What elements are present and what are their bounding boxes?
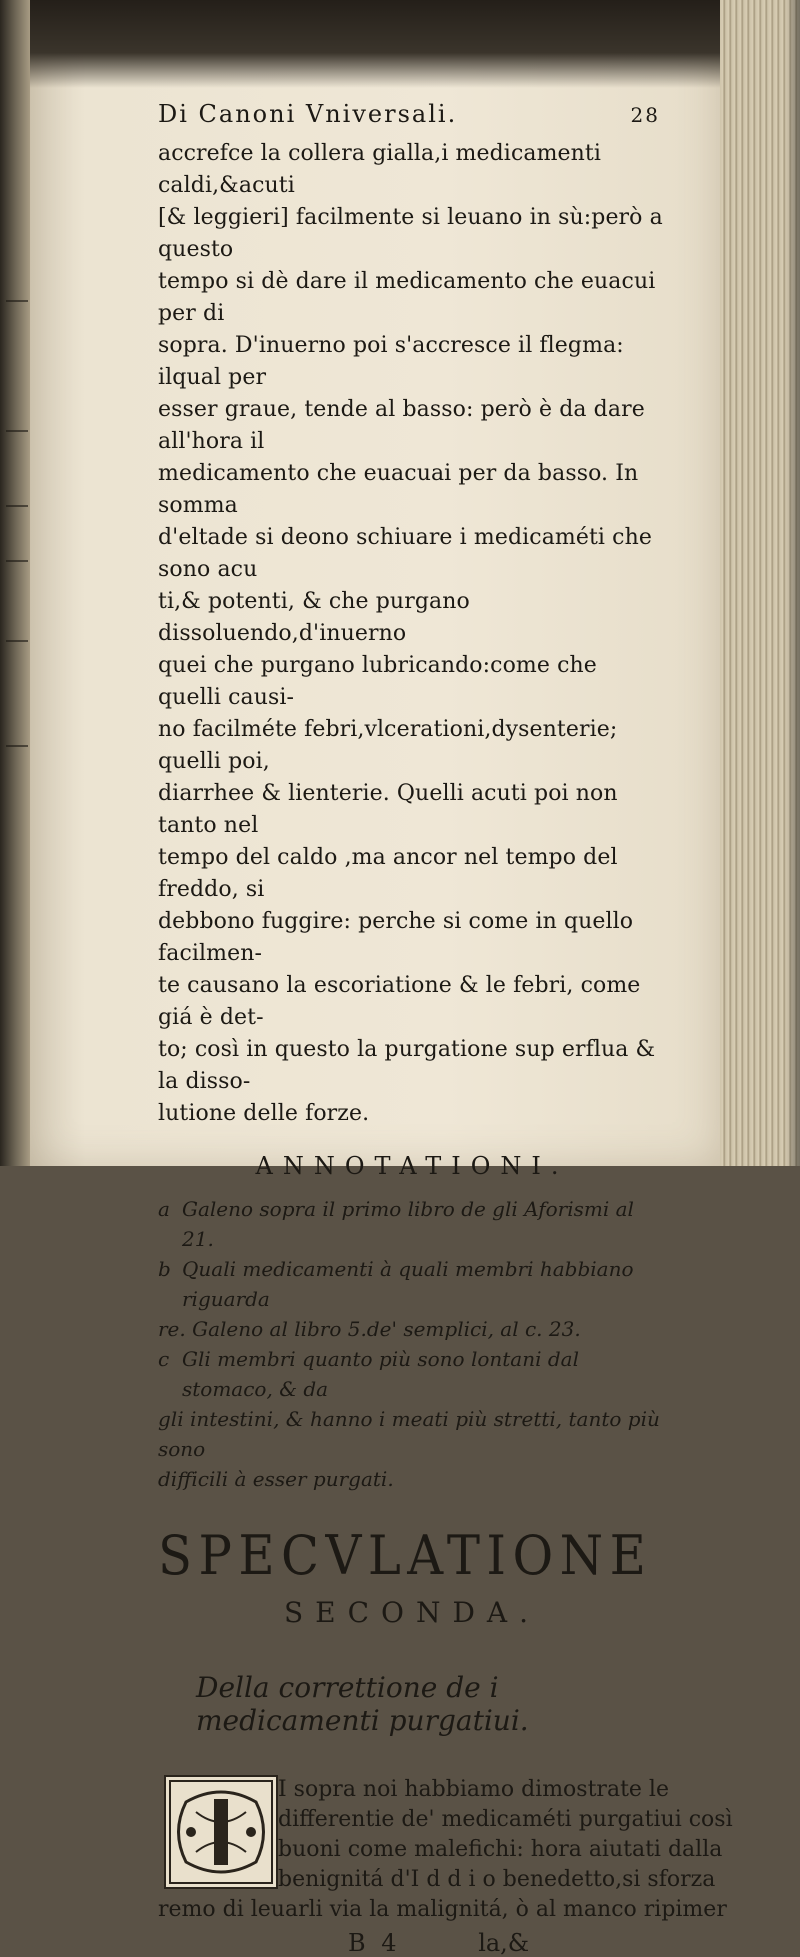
text-line: esser graue, tende al basso: però è da dare all'hora il	[158, 397, 645, 454]
text-line: te causano la escoriatione & le febri, come giá è det-	[158, 973, 641, 1030]
text-line: to; così in questo la purgatione sup erflua & la disso-	[158, 1037, 656, 1094]
text-line: lutione delle forze.	[158, 1101, 370, 1126]
decorated-initial-icon	[164, 1775, 278, 1889]
annotations-heading: ANNOTATIONI.	[255, 1152, 569, 1180]
running-head	[158, 100, 666, 138]
annotation-notes	[158, 1194, 666, 1494]
note-c	[158, 1344, 666, 1404]
left-page-edge	[0, 0, 30, 1166]
chapter-title: SPECVLATIONE	[158, 1524, 653, 1587]
signature-line	[158, 1929, 666, 1957]
text-line: diarrhee & lienterie. Quelli acuti poi non tanto nel	[158, 781, 618, 838]
text-line: tempo del caldo ,ma ancor nel tempo del freddo, si	[158, 845, 618, 902]
signature-mark: B 4	[348, 1929, 401, 1957]
page-number: 28	[630, 103, 660, 127]
catchword: la,&	[478, 1929, 530, 1957]
note-b	[158, 1254, 666, 1314]
text-line: d'eltade si deono schiuare i medicaméti che sono acu	[158, 525, 652, 582]
text-line: [& leggieri] facilmente si leuano in sù:però a questo	[158, 205, 663, 262]
note-mark: a	[158, 1197, 170, 1221]
note-mark: b	[158, 1257, 171, 1281]
text-line: remo di leuarli via la malignitá, ò al manco ripimer	[158, 1897, 727, 1922]
note-line: Galeno sopra il primo libro de gli Aforismi al 21.	[182, 1197, 634, 1251]
text-line: medicamento che euacuai per da basso. In somma	[158, 461, 639, 518]
section-title: Della correttione de i medicamenti purgatiui.	[196, 1671, 529, 1737]
note-line: re. Galeno al libro 5.de' semplici, al c. 23.	[158, 1317, 581, 1341]
paragraph-1	[158, 138, 666, 1130]
text-line: buoni come malefichi: hora aiutati dalla	[278, 1837, 723, 1862]
note-line: gli intestini, & hanno i meati più stretti, tanto più sono	[158, 1407, 660, 1461]
text-line: tempo si dè dare il medicamento che euacui per di	[158, 269, 656, 326]
note-line: difficili à esser purgati.	[158, 1467, 394, 1491]
note-a	[158, 1194, 666, 1254]
text-line: accrefce la collera gialla,i medicamenti caldi,&acuti	[158, 141, 602, 198]
text-line: quei che purgano lubricando:come che quelli causi-	[158, 653, 597, 710]
text-line: sopra. D'inuerno poi s'accresce il flegma: ilqual per	[158, 333, 624, 390]
paragraph-2	[158, 1775, 733, 1925]
running-head-title: Di Canoni Vniversali.	[158, 100, 458, 128]
chapter-subtitle: SECONDA.	[283, 1596, 541, 1629]
note-mark: c	[158, 1347, 170, 1371]
text-line: benignitá d'I d d i o benedetto,si sforza	[278, 1867, 716, 1892]
note-line: Gli membri quanto più sono lontani dal stomaco, & da	[182, 1347, 579, 1401]
text-line: I sopra noi habbiamo dimostrate le	[278, 1777, 669, 1802]
text-line: debbono fuggire: perche si come in quello facilmen-	[158, 909, 634, 966]
text-line: differentie de' medicaméti purgatiui così	[278, 1807, 733, 1832]
note-line: Quali medicamenti à quali membri habbiano riguarda	[182, 1257, 634, 1311]
top-shadow	[30, 0, 720, 88]
page-content	[158, 100, 733, 1957]
right-page-edges	[708, 0, 800, 1166]
text-line: no facilméte febri,vlcerationi,dysenterie; quelli poi,	[158, 717, 618, 774]
text-line: ti,& potenti, & che purgano dissoluendo,d'inuerno	[158, 589, 470, 646]
